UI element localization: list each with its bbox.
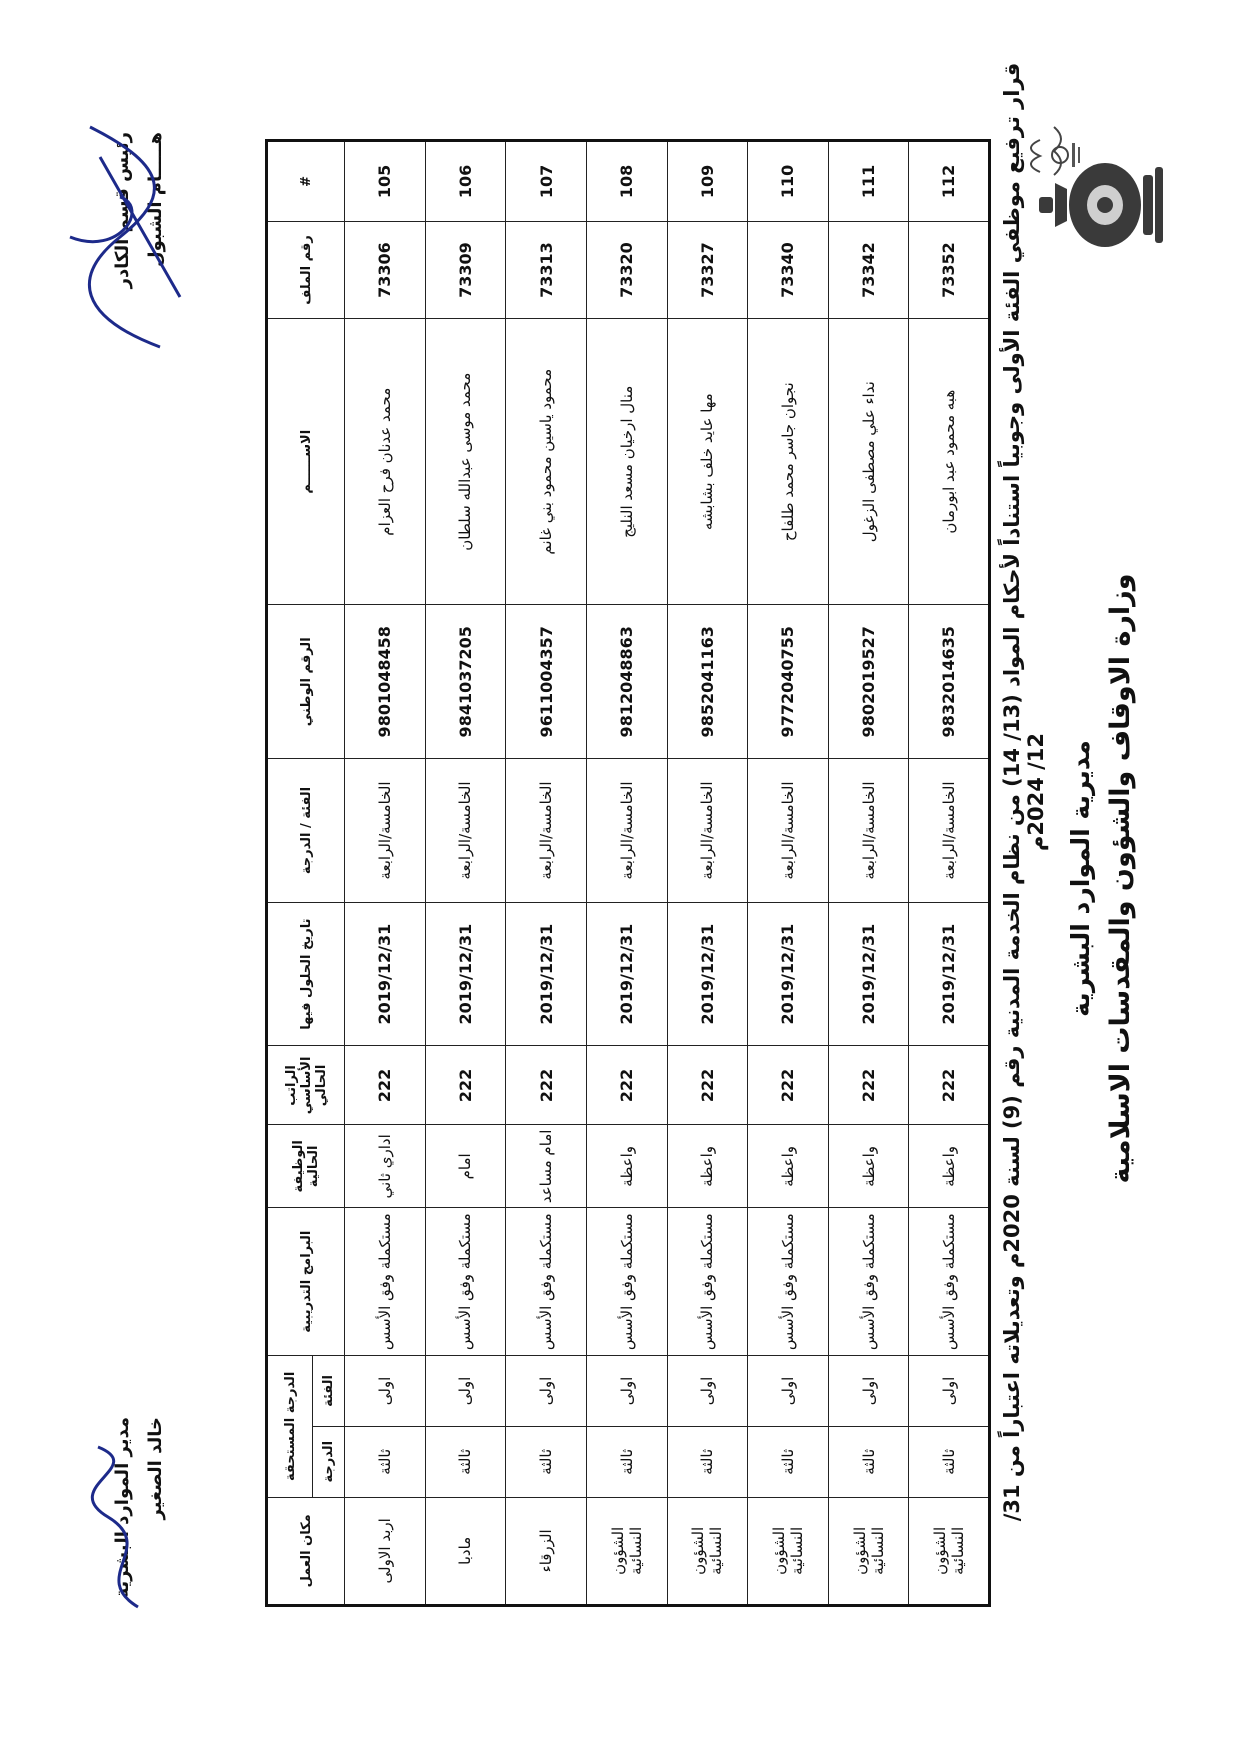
file-number: 73352 [909,221,990,318]
current-job: امام [425,1125,506,1208]
table-row [828,141,909,1606]
national-id: 9832014635 [909,605,990,759]
category-grade: الخامسة/الرابعة [748,759,829,903]
workplace: الشؤون النسائية [828,1497,909,1605]
header-job: الوظيفة الحالية [267,1125,345,1208]
header-programs: البرامج التدريبية [267,1208,345,1356]
header-due-category: الفئة [313,1356,345,1427]
due-degree: ثالثة [909,1426,990,1497]
effective-date: 2019/12/31 [586,902,667,1046]
current-job: واعظة [748,1125,829,1208]
basic-salary: 222 [748,1046,829,1125]
due-degree: ثالثة [667,1426,748,1497]
header-due-grade: الدرجة المستحقة [267,1356,313,1498]
header-due-degree: الدرجة [313,1426,345,1497]
due-category: اولى [667,1356,748,1427]
row-number: 106 [425,141,506,222]
row-number: 105 [345,141,426,222]
training-programs: مستكملة وفق الأسس [667,1208,748,1356]
current-job: واعظة [828,1125,909,1208]
header-name: الاســــــم [267,319,345,605]
row-number: 110 [748,141,829,222]
header-national-id: الرقم الوطني [267,605,345,759]
due-category: اولى [828,1356,909,1427]
effective-date: 2019/12/31 [425,902,506,1046]
due-category: اولى [586,1356,667,1427]
category-grade: الخامسة/الرابعة [667,759,748,903]
due-degree: ثالثة [828,1426,909,1497]
table-row [506,141,587,1606]
basic-salary: 222 [586,1046,667,1125]
category-grade: الخامسة/الرابعة [909,759,990,903]
workplace: الشؤون النسائية [586,1497,667,1605]
due-degree: ثالثة [748,1426,829,1497]
header-category-grade: الفئة / الدرجة [267,759,345,903]
basic-salary: 222 [425,1046,506,1125]
effective-date: 2019/12/31 [667,902,748,1046]
employee-name: محمد عدنان فرح العزام [345,319,426,605]
header-num: # [267,141,345,222]
basic-salary: 222 [909,1046,990,1125]
due-category: اولى [425,1356,506,1427]
header-date: تاريخ الحلول فيها [267,902,345,1046]
category-grade: الخامسة/الرابعة [345,759,426,903]
basic-salary: 222 [828,1046,909,1125]
basic-salary: 222 [345,1046,426,1125]
table-row [909,141,990,1606]
national-id: 9812048863 [586,605,667,759]
table-row [425,141,506,1606]
signature-name-right: هـــــام الشبول [145,132,166,267]
effective-date: 2019/12/31 [748,902,829,1046]
table-row [345,141,426,1606]
due-degree: ثالثة [586,1426,667,1497]
row-number: 112 [909,141,990,222]
current-job: واعظة [667,1125,748,1208]
workplace: مادبا [425,1497,506,1605]
row-number: 108 [586,141,667,222]
training-programs: مستكملة وفق الأسس [425,1208,506,1356]
file-number: 73327 [667,221,748,318]
row-number: 109 [667,141,748,222]
employee-name: هبه محمود عبد ابورمان [909,319,990,605]
promotions-table [265,139,991,1607]
table-row [667,141,748,1606]
due-category: اولى [345,1356,426,1427]
basic-salary: 222 [667,1046,748,1125]
ministry-title: وزارة الاوقاف والشؤون والمقدسات الاسلامية [1105,573,1136,1184]
directorate-title: مديرية الموارد البشرية [1066,740,1095,1017]
current-job: واعظة [909,1125,990,1208]
national-id: 9772040755 [748,605,829,759]
workplace: الزرقاء [506,1497,587,1605]
due-category: اولى [748,1356,829,1427]
table-row [748,141,829,1606]
training-programs: مستكملة وفق الأسس [586,1208,667,1356]
national-id: 9802019527 [828,605,909,759]
file-number: 73309 [425,221,506,318]
royal-emblem-icon [1035,145,1170,265]
training-programs: مستكملة وفق الأسس [909,1208,990,1356]
signature-title-left: مدير الموارد البشرية [112,1417,133,1599]
header-salary: الراتب الأساسي الحالي [267,1046,345,1125]
category-grade: الخامسة/الرابعة [828,759,909,903]
national-id: 9801048458 [345,605,426,759]
due-category: اولى [506,1356,587,1427]
table-row [586,141,667,1606]
training-programs: مستكملة وفق الأسس [506,1208,587,1356]
file-number: 73342 [828,221,909,318]
current-job: اداري ثاني [345,1125,426,1208]
file-number: 73306 [345,221,426,318]
file-number: 73313 [506,221,587,318]
current-job: واعظة [586,1125,667,1208]
current-job: امام مساعد [506,1125,587,1208]
handwritten-signature-right [60,117,190,357]
effective-date: 2019/12/31 [506,902,587,1046]
workplace: الشؤون النسائية [667,1497,748,1605]
employee-name: مها عايد خلف بشابشه [667,319,748,605]
effective-date: 2019/12/31 [828,902,909,1046]
workplace: الشؤون النسائية [909,1497,990,1605]
due-degree: ثالثة [345,1426,426,1497]
national-id: 9841037205 [425,605,506,759]
header-workplace: مكان العمل [267,1497,345,1605]
effective-date: 2019/12/31 [909,902,990,1046]
due-category: اولى [909,1356,990,1427]
due-degree: ثالثة [506,1426,587,1497]
employee-name: منال ارخيان مسعد النليج [586,319,667,605]
row-number: 107 [506,141,587,222]
employee-name: محمد موسى عبدالله سلطان [425,319,506,605]
effective-date: 2019/12/31 [345,902,426,1046]
due-degree: ثالثة [425,1426,506,1497]
employee-name: محمود ياسين محمود بني غانم [506,319,587,605]
header-file-no: رقم الملف [267,221,345,318]
workplace: اربد الاولى [345,1497,426,1605]
training-programs: مستكملة وفق الأسس [828,1208,909,1356]
row-number: 111 [828,141,909,222]
national-id: 9852041163 [667,605,748,759]
handwritten-signature-left [78,1437,168,1617]
employee-name: نجوان جاسر محمد طلفاح [748,319,829,605]
basic-salary: 222 [506,1046,587,1125]
signature-name-left: خالد الصغير [145,1417,166,1520]
decision-title: قرار ترفيع موظفي الفئة الأولى وجوبياً استناداً لأحكام المواد (13/ 14) من نظام الخدمة المدنية رقم (9) لسنة 2020م وتعديلاته اعتباراً من 31/ 12/ 2024م [1000,62,1048,1522]
file-number: 73340 [748,221,829,318]
category-grade: الخامسة/الرابعة [586,759,667,903]
employee-name: نداء علي مصطفى الزغول [828,319,909,605]
file-number: 73320 [586,221,667,318]
training-programs: مستكملة وفق الأسس [748,1208,829,1356]
category-grade: الخامسة/الرابعة [506,759,587,903]
signature-title-right: رئيس قسم الكادر [112,132,133,289]
national-id: 9611004357 [506,605,587,759]
category-grade: الخامسة/الرابعة [425,759,506,903]
workplace: الشؤون النسائية [748,1497,829,1605]
training-programs: مستكملة وفق الأسس [345,1208,426,1356]
